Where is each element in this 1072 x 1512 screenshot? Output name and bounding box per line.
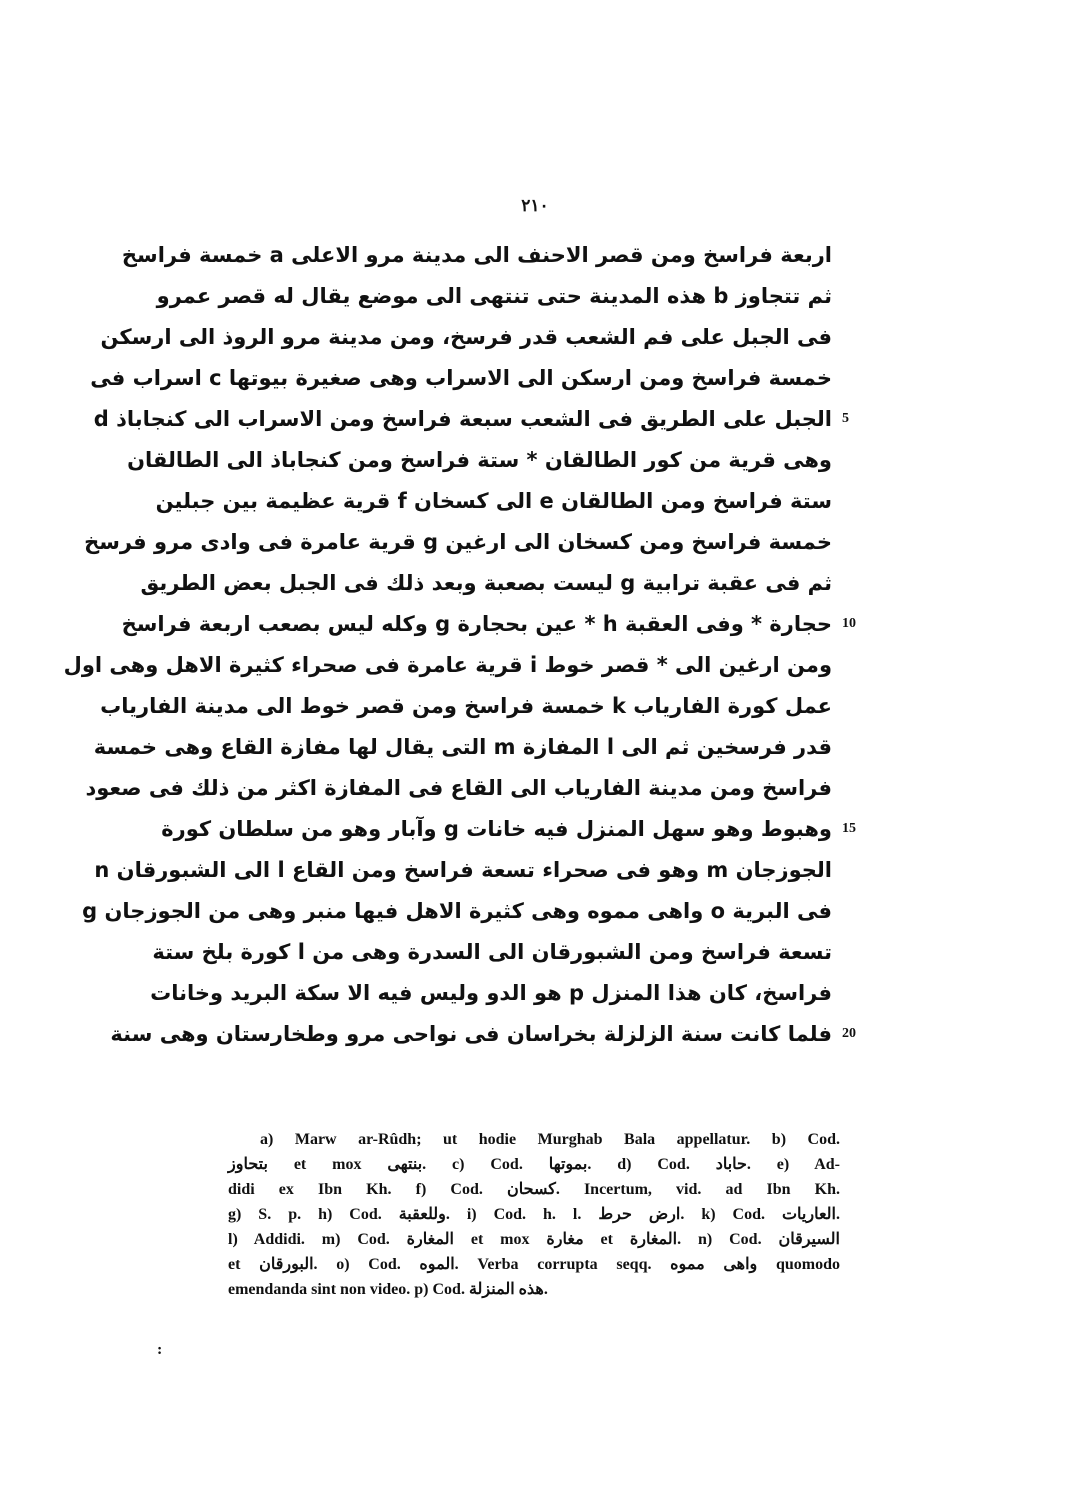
line-number: 20	[842, 1026, 856, 1041]
text-line: فراسخ ومن مدينة الفارياب الى القاع فى المفازة اكثر من ذلك فى صعود	[85, 776, 832, 800]
line-number	[842, 566, 870, 600]
text-line: قدر فرسخين ثم الى l المفازة m التى يقال لها مفازة القاع وهى خمسة	[93, 735, 832, 759]
text-line: الجبل على الطريق فى الشعب سبعة فراسخ ومن الاسراب الى كنجاباذ d	[93, 407, 832, 431]
line-number	[842, 648, 870, 682]
footnote-line: emendanda sint non video. p) Cod. هذه المنزلة.	[228, 1281, 548, 1298]
line-number	[842, 689, 870, 723]
line-number	[842, 279, 870, 313]
line-number	[842, 320, 870, 354]
text-line: وهى قرية من كور الطالقان * ستة فراسخ ومن كنجاباذ الى الطالقان	[127, 448, 832, 472]
footnote-line: didi ex Ibn Kh. f) Cod. كسحان. Incertum, vid. ad Ibn Kh.	[228, 1181, 841, 1198]
text-line: تسعة فراسخ ومن الشبورقان الى السدرة وهى من l كورة بلخ ستة	[152, 940, 832, 964]
footnote-line: l) Addidi. m) Cod. المغارة et mox مغارة et المغارة. n) Cod. السيرقان	[228, 1231, 840, 1248]
text-line: فلما كانت سنة الزلزلة بخراسان فى نواحى مرو وطخارستان وهى سنة	[110, 1022, 832, 1046]
line-number	[842, 484, 870, 518]
line-number	[842, 771, 870, 805]
text-line: خمسة فراسخ ومن كسخان الى ارغين g قرية عامرة فى وادى مرو فرسخ	[84, 530, 832, 554]
text-line: فى البرية o واهى مموه وهى كثيرة الاهل فيها منبر وهى من الجوزجان g	[82, 899, 832, 923]
line-number: 10	[842, 616, 856, 631]
line-number	[842, 894, 870, 928]
text-line: عمل كورة الفارياب k خمسة فراسخ ومن قصر خوط الى مدينة الفارياب	[100, 694, 832, 718]
text-line: وهبوط وهو سهل المنزل فيه خانات g وآبار وهو من سلطان كورة	[161, 817, 832, 841]
text-line: فراسخ، كان هذا المنزل p هو الدو وليس فيه الا سكة البريد وخانات	[150, 981, 832, 1005]
line-number	[842, 443, 870, 477]
text-line: خمسة فراسخ ومن ارسكن الى الاسراب وهى صغيرة بيوتها c اسراب فى	[90, 366, 832, 390]
bottom-mark: :	[157, 1342, 163, 1358]
footnote-line: g) S. p. h) Cod. وللعقبة. i) Cod. h. l. ارض حرط. k) Cod. العاريات.	[228, 1206, 840, 1223]
text-line: حجارة * وفى العقبة h * عين بحجارة g وكله ليس بصعب اربعة فراسخ	[121, 612, 832, 636]
footnote-line: et البورقان. o) Cod. الموه. Verba corrupta seqq. واهى مموه quomodo	[228, 1256, 840, 1273]
text-line: ستة فراسخ ومن الطالقان e الى كسخان f قرية عظيمة بين جبلين	[155, 489, 832, 513]
line-number: 5	[842, 411, 849, 426]
text-line: اربعة فراسخ ومن قصر الاحنف الى مدينة مرو الاعلى a خمسة فراسخ	[121, 243, 832, 267]
footnote-line: بتحاوز et mox بنتهى. c) Cod. بموتها. d) Cod. حاباد. e) Ad-	[228, 1156, 841, 1173]
text-line: ثم فى عقبة ترابية g ليست بصعبة وبعد ذلك فى الجبل بعض الطريق	[140, 571, 832, 595]
text-line: الجوزجان m وهو فى صحراء تسعة فراسخ ومن القاع l الى الشبورقان n	[94, 858, 832, 882]
line-number	[842, 730, 870, 764]
text-line: ومن ارغين الى * قصر خوط i قرية عامرة فى صحراء كثيرة الاهل وهى اول	[63, 653, 832, 677]
text-line: فى الجبل على فم الشعب قدر فرسخ، ومن مدينة مرو الروذ الى ارسكن	[100, 325, 832, 349]
line-number	[842, 853, 870, 887]
line-number	[842, 525, 870, 559]
page-number: ٢١٠	[521, 196, 549, 216]
line-number	[842, 976, 870, 1010]
text-line: ثم تتجاوز b هذه المدينة حتى تنتهى الى موضع يقال له قصر عمرو	[156, 284, 832, 308]
footnote-line: a) Marw ar-Rûdh; ut hodie Murghab Bala appellatur. b) Cod.	[260, 1131, 840, 1148]
line-number: 15	[842, 821, 856, 836]
line-number	[842, 238, 870, 272]
line-number	[842, 935, 870, 969]
line-number	[842, 361, 870, 395]
